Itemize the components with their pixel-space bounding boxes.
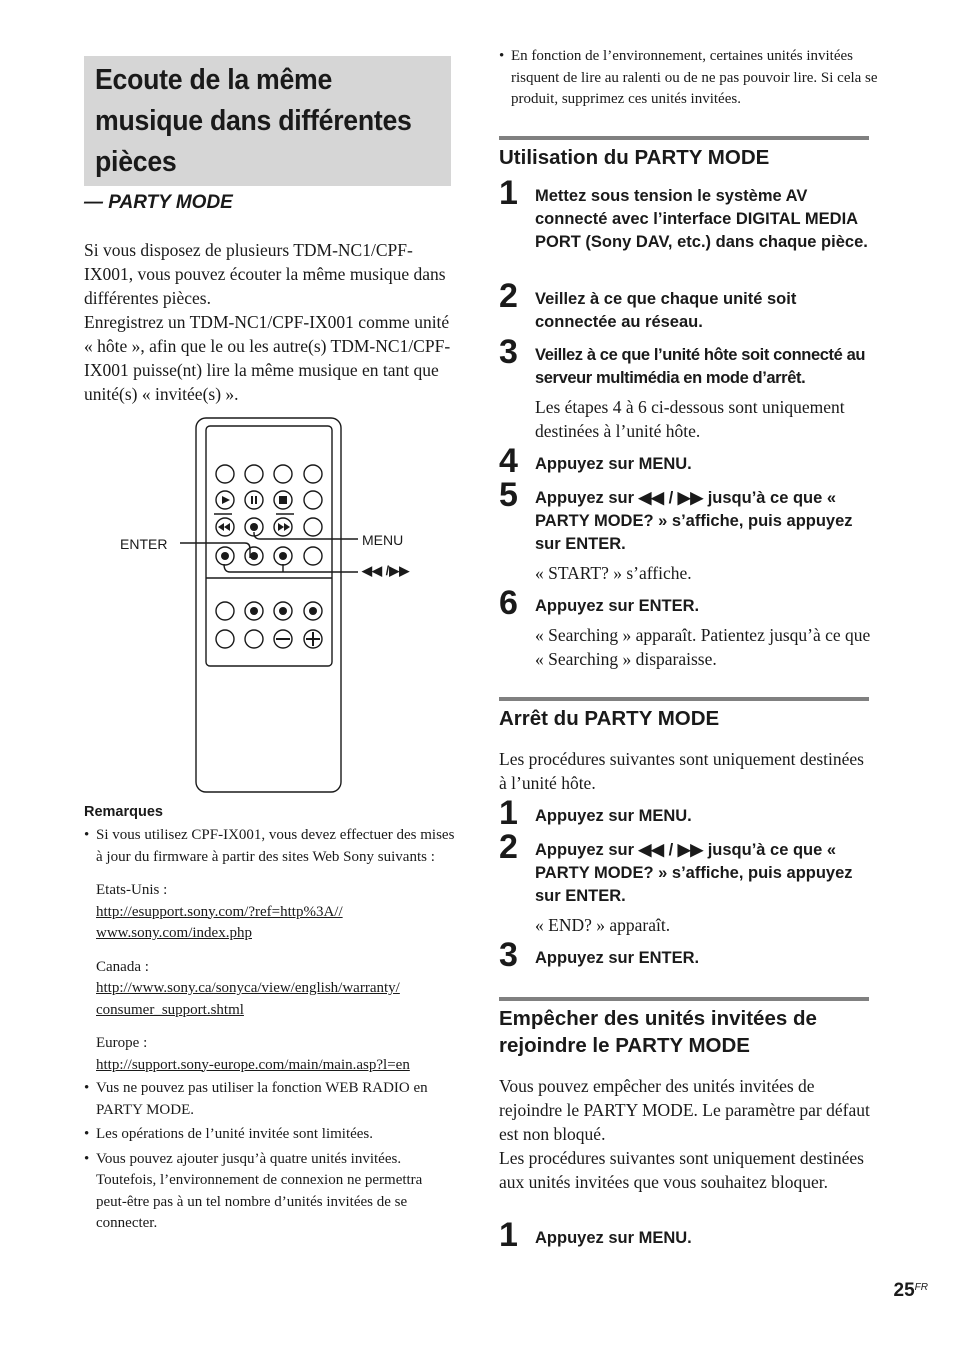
- step-text: Appuyez sur ◀◀ / ▶▶ jusqu’à ce que « PARTY MODE? » s’affiche, puis appuyez sur ENTER.: [535, 841, 853, 905]
- step-number: 2: [499, 828, 518, 866]
- section-intro: Les procédures suivantes sont uniquement destinées aux unités invitées que vous souhaitez bloquer.: [499, 1148, 864, 1192]
- note-item: • Vus ne pouvez pas utiliser la fonction WEB RADIO en PARTY MODE.: [84, 1078, 456, 1121]
- step-number: 2: [499, 277, 518, 315]
- url-link[interactable]: consumer_support.shtml: [96, 1001, 244, 1018]
- note-item: [84, 825, 456, 1076]
- step-text: Appuyez sur ENTER.: [535, 597, 700, 615]
- notes-title: Remarques: [84, 804, 163, 820]
- step-number: 4: [499, 442, 518, 480]
- skip-label: ◀◀ /▶▶: [362, 563, 410, 578]
- section-divider: [499, 697, 869, 701]
- url-link[interactable]: www.sony.com/index.php: [96, 925, 252, 941]
- step-text: Veillez à ce que chaque unité soit connectée au réseau.: [535, 290, 797, 331]
- note-region-label: Canada :: [96, 958, 149, 975]
- remote-drawing: [110, 412, 450, 798]
- url-link[interactable]: http://www.sony.ca/sonyca/view/english/warranty/: [96, 980, 400, 996]
- url-link[interactable]: http://support.sony-europe.com/main/main.asp?l=en: [96, 1056, 410, 1073]
- step-text: Appuyez sur MENU.: [535, 807, 692, 825]
- url-link[interactable]: http://esupport.sony.com/?ref=http%3A//: [96, 903, 343, 920]
- section-divider: [499, 997, 869, 1001]
- step-body: « Searching » apparaît. Patientez jusqu’à ce que « Searching » disparaisse.: [535, 625, 871, 669]
- remote-illustration: [110, 412, 450, 798]
- intro-paragraph: Si vous disposez de plusieurs TDM-NC1/CPF-IX001, vous pouvez écouter la même musique dans différentes pièces.: [84, 240, 446, 308]
- title-line: musique dans différentes: [95, 105, 412, 137]
- page-title: [84, 56, 456, 187]
- environment-note: • En fonction de l’environnement, certaines unités invitées risquent de lire au ralenti ou de ne pas pouvoir lire. Si cela se produit, supprimez ces unités invitées.: [499, 46, 883, 111]
- note-region-label: Europe :: [96, 1035, 148, 1051]
- step-number: 1: [499, 174, 518, 212]
- intro-paragraph: Enregistrez un TDM-NC1/CPF-IX001 comme unité « hôte », afin que le ou les autre(s) TDM-NC1/CPF-IX001 puisse(nt) lire la même musique en tant que unité(s) « invitée(s) ».: [84, 312, 451, 404]
- section-title-arret: Arrêt du PARTY MODE: [499, 707, 720, 730]
- page-language-suffix: FR: [914, 1282, 928, 1293]
- step-text: Appuyez sur ENTER.: [535, 949, 700, 967]
- section-intro: Vous pouvez empêcher des unités invitées de rejoindre le PARTY MODE. Le paramètre par défaut est non bloqué.: [499, 1076, 870, 1144]
- step-text: Appuyez sur ◀◀ / ▶▶ jusqu’à ce que « PARTY MODE? » s’affiche, puis appuyez sur ENTER.: [535, 489, 853, 553]
- enter-label: ENTER: [120, 536, 168, 552]
- note-text: • Si vous utilisez CPF-IX001, vous devez effectuer des mises à jour du firmware à partir des sites Web Sony suivants :: [96, 827, 455, 865]
- step-number: 1: [499, 794, 518, 832]
- step-number: 3: [499, 936, 518, 974]
- menu-label: MENU: [362, 532, 404, 548]
- title-line: pièces: [95, 146, 177, 178]
- note-region-label: Etats-Unis :: [96, 882, 168, 898]
- page-number-value: 25: [893, 1280, 915, 1301]
- notes-list: [84, 825, 456, 1235]
- section-intro: Les procédures suivantes sont uniquement destinées à l’unité hôte.: [499, 749, 864, 793]
- page-subtitle: — PARTY MODE: [84, 192, 233, 213]
- step-text: Appuyez sur MENU.: [535, 455, 692, 473]
- intro-text: [84, 238, 454, 406]
- note-item: • Vous pouvez ajouter jusqu’à quatre unités invitées. Toutefois, l’environnement de connexion ne permettra peut-être pas à un tel nombre d’unités invitées de se connecter.: [84, 1149, 456, 1235]
- title-line: Ecoute de la même: [95, 64, 333, 96]
- note-item: • Les opérations de l’unité invitée sont limitées.: [84, 1124, 456, 1146]
- step-body: « START? » s’affiche.: [535, 563, 692, 583]
- step-number: 1: [499, 1216, 518, 1254]
- step-number: 5: [499, 476, 518, 514]
- section-title-empecher: Empêcher des unités invitées de rejoindre le PARTY MODE: [499, 1007, 817, 1057]
- step-body: Les étapes 4 à 6 ci-dessous sont uniquement destinées à l’unité hôte.: [535, 397, 845, 441]
- step-body: « END? » apparaît.: [535, 915, 671, 935]
- step-text: Appuyez sur MENU.: [535, 1229, 692, 1247]
- step-text: Mettez sous tension le système AV connecté avec l’interface DIGITAL MEDIA PORT (Sony DAV, etc.) dans chaque pièce.: [535, 187, 868, 251]
- title-box: [84, 56, 451, 186]
- step-number: 3: [499, 333, 518, 371]
- step-text: Veillez à ce que l’unité hôte soit connecté au serveur multimédia en mode d’arrêt.: [535, 346, 866, 387]
- section-divider: [499, 136, 869, 140]
- page-number: [894, 1280, 928, 1302]
- step-number: 6: [499, 584, 518, 622]
- section-title-utilisation: Utilisation du PARTY MODE: [499, 146, 770, 169]
